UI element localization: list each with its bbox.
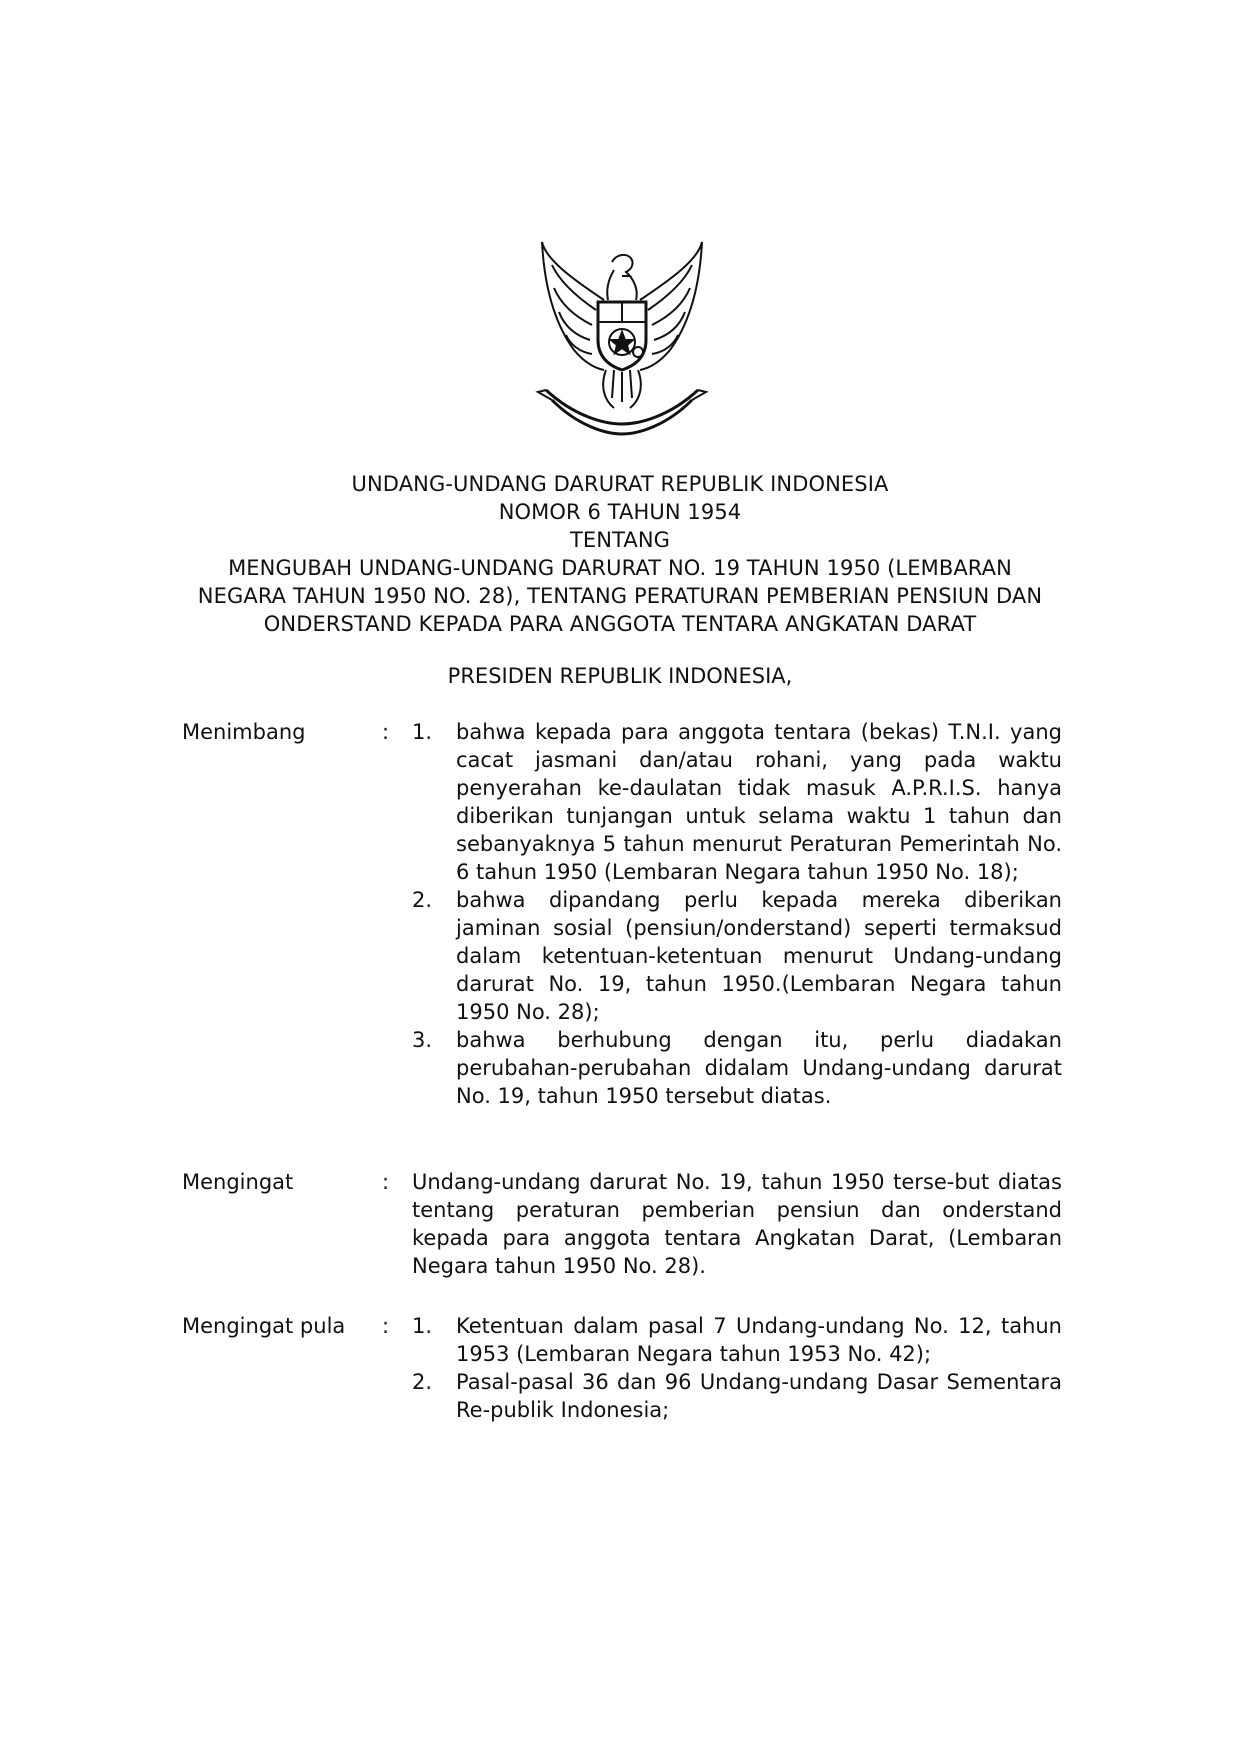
- menimbang-item: [412, 1026, 1062, 1110]
- item-number: 1.: [412, 720, 433, 744]
- menimbang-content: [412, 718, 1062, 1110]
- menimbang-item: [412, 718, 1062, 886]
- title-line-4: MENGUBAH UNDANG-UNDANG DARURAT NO. 19 TAHUN 1950 (LEMBARAN: [228, 556, 1012, 580]
- menimbang-label: Menimbang: [182, 720, 306, 744]
- mengingat-colon: :: [382, 1170, 390, 1194]
- menimbang-item: [412, 886, 1062, 1026]
- item-number: 3.: [412, 1028, 433, 1052]
- menimbang-section: [182, 718, 1062, 1110]
- item-number: 2.: [412, 1370, 433, 1394]
- item-number: 2.: [412, 888, 433, 912]
- mengingat-pula-label: Mengingat pula: [182, 1314, 346, 1338]
- item-text: Pasal-pasal 36 dan 96 Undang-undang Dasar Sementara Re-publik Indonesia;: [456, 1370, 1062, 1422]
- garuda-emblem-icon: [534, 240, 710, 440]
- mengingat-pula-section: [182, 1312, 1062, 1424]
- mengingat-pula-item: [412, 1368, 1062, 1424]
- mengingat-pula-content: [412, 1312, 1062, 1424]
- mengingat-pula-colon: :: [382, 1314, 390, 1338]
- title-line-2: NOMOR 6 TAHUN 1954: [498, 500, 742, 524]
- president-heading: PRESIDEN REPUBLIK INDONESIA,: [447, 664, 793, 688]
- title-line-3: TENTANG: [569, 528, 671, 552]
- item-number: 1.: [412, 1314, 433, 1338]
- document-title: [150, 470, 1090, 638]
- mengingat-label: Mengingat: [182, 1170, 294, 1194]
- title-line-6: ONDERSTAND KEPADA PARA ANGGOTA TENTARA ANGKATAN DARAT: [263, 612, 977, 636]
- mengingat-text: Undang-undang darurat No. 19, tahun 1950 terse-but diatas tentang peraturan pemberian pensiun dan onderstand kepada para anggota tentara Angkatan Darat, (Lembaran Negara tahun 1950 No. 28).: [412, 1170, 1062, 1278]
- item-text: bahwa dipandang perlu kepada mereka diberikan jaminan sosial (pensiun/onderstand) seperti termaksud dalam ketentuan-ketentuan menurut Undang-undang darurat No. 19, tahun 1950.(Lembaran Negara tahun 1950 No. 28);: [456, 888, 1062, 1024]
- item-text: Ketentuan dalam pasal 7 Undang-undang No. 12, tahun 1953 (Lembaran Negara tahun 1953 No. 42);: [456, 1314, 1062, 1366]
- item-text: bahwa berhubung dengan itu, perlu diadakan perubahan-perubahan didalam Undang-undang darurat No. 19, tahun 1950 tersebut diatas.: [456, 1028, 1062, 1108]
- mengingat-section: [182, 1168, 1062, 1280]
- menimbang-colon: :: [382, 720, 390, 744]
- mengingat-pula-item: [412, 1312, 1062, 1368]
- item-text: bahwa kepada para anggota tentara (bekas) T.N.I. yang cacat jasmani dan/atau rohani, yang pada waktu penyerahan ke-daulatan tidak masuk A.P.R.I.S. hanya diberikan tunjangan untuk selama waktu 1 tahun dan sebanyaknya 5 tahun menurut Peraturan Pemerintah No. 6 tahun 1950 (Lembaran Negara tahun 1950 No. 18);: [456, 720, 1062, 884]
- title-line-5: NEGARA TAHUN 1950 NO. 28), TENTANG PERATURAN PEMBERIAN PENSIUN DAN: [197, 584, 1043, 608]
- title-line-1: UNDANG-UNDANG DARURAT REPUBLIK INDONESIA: [351, 472, 889, 496]
